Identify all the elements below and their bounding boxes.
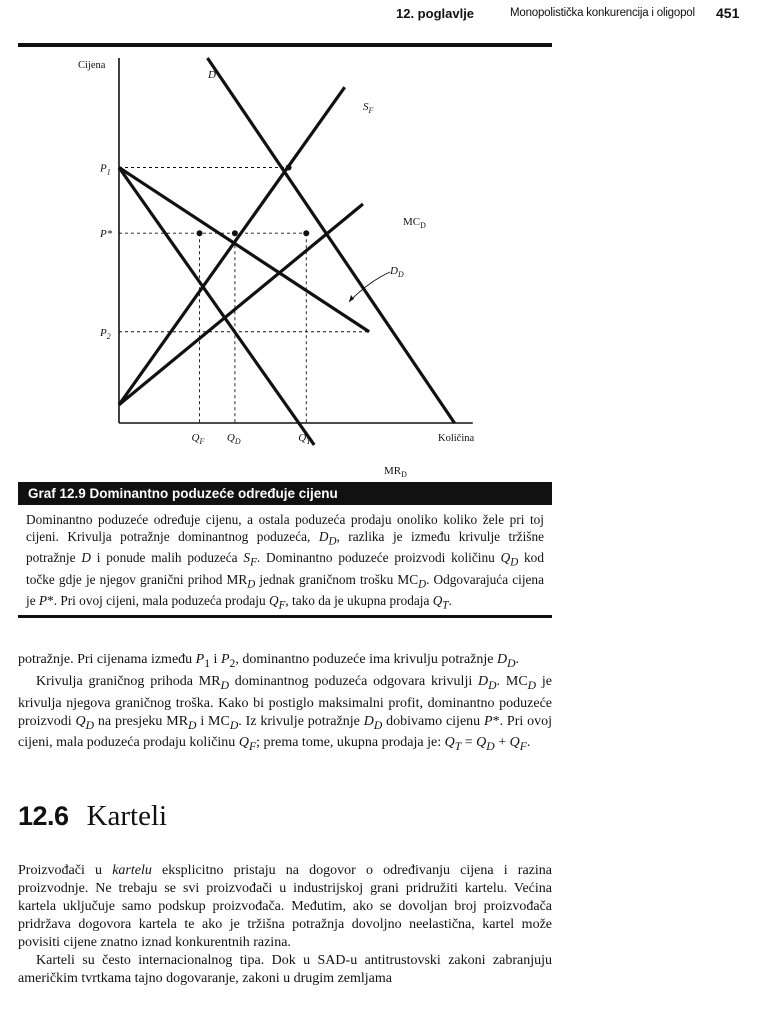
tick-p1: $P_1$: [100, 162, 111, 177]
section-heading: [18, 800, 167, 833]
page-number: 451: [716, 5, 740, 21]
label-d: D: [208, 69, 216, 81]
figure-caption-text: Dominantno poduzeće određuje cijenu, a ostala poduzeća prodaju onoliko koliko žele pri toj cijeni. Krivulja potražnje dominantnog poduzeća, $D_D$, razlika je između krivulje tržišne potražnje D i ponude malih poduzeća $S_F$. Dominantno poduzeće proizvodi količinu $Q_D$ kod točke gdje je njegov granični prihod $MR_D$ jednak graničnom trošku $MC_D$. Odgovarajuća cijena je P*. Pri ovoj cijeni, mala poduzeća prodaju $Q_F$, tako da je ukupna prodaja $Q_T$.: [26, 512, 544, 612]
series-d: [207, 58, 454, 423]
running-header: [0, 4, 768, 26]
paragraph: potražnje. Pri cijenama između $P_1$ i $P_2$, dominantno poduzeće ima krivulju potražnje $D_D$.: [18, 652, 520, 670]
tick-qf: $Q_F$: [191, 432, 205, 446]
label-dd: $D_D$: [390, 265, 404, 279]
dominant-firm-chart: [18, 50, 552, 482]
label-sf: $S_F$: [363, 101, 374, 115]
intersection-point: [303, 230, 309, 236]
series-dd: [119, 168, 369, 332]
dd-arrow-head: [349, 295, 354, 302]
intersection-point: [232, 230, 238, 236]
x-axis-label: Količina: [438, 433, 475, 444]
y-axis-label: Cijena: [78, 60, 106, 71]
header-title: Monopolistička konkurencija i oligopol: [510, 7, 695, 19]
section-number: 12.6: [18, 801, 69, 831]
intersection-point: [286, 165, 292, 171]
label-mcd: $MC_D$: [403, 216, 426, 230]
series-mrd: [119, 168, 314, 445]
header-chapter: 12. poglavlje: [396, 6, 475, 21]
tick-qd: $Q_D$: [226, 432, 241, 446]
intersection-point: [197, 230, 203, 236]
paragraph: Karteli su često internacionalnog tipa. Dok u SAD-u antitrustovski zakoni zabranjuju američkim tvrtkama tajno dogovaranje, zakoni u drugim zemljama: [18, 953, 552, 986]
body-text-2: [18, 862, 552, 988]
tick-p2: $P_2$: [100, 326, 111, 341]
figure-caption-title: Graf 12.9 Dominantno poduzeće određuje cijenu: [18, 482, 552, 505]
label-mrd: $MR_D$: [384, 465, 407, 479]
tick-qt: $Q_T$: [298, 432, 311, 446]
bottom-rule: [18, 615, 552, 618]
top-rule: [18, 43, 552, 47]
paragraph: Proizvođači u kartelu eksplicitno pristaju na dogovor o određivanju cijena i razina proizvodnje. Ne trebaju se svi proizvođači u industrijskoj grani pridružiti kartelu. Većina kartela uključuje samo podskup proizvođača. Međutim, ako se dovoljan broj proizvođača pridržava dogovora kartela te ako je tržišna potražnja dovoljno neelastična, kartel može povisiti cijene znatno iznad konkurentnih razina.: [18, 863, 552, 950]
paragraph: Krivulja graničnog prihoda $MR_D$ dominantnog poduzeća odgovara krivulji $D_D$. $MC_D$ je krivulja njegova graničnog troška. Kako bi postiglo maksimalni profit, dominantno poduzeće proizvodi $Q_D$ na presjeku $MR_D$ i $MC_D$. Iz krivulje potražnje $D_D$ dobivamo cijenu P*. Pri ovoj cijeni, mala poduzeća prodaju količinu $Q_F$; prema tome, ukupna prodaja je: $Q_T = Q_D + Q_F$.: [18, 673, 553, 754]
body-text-1: [18, 651, 552, 756]
section-title: Karteli: [86, 800, 168, 832]
tick-pstar: P*: [100, 228, 113, 241]
